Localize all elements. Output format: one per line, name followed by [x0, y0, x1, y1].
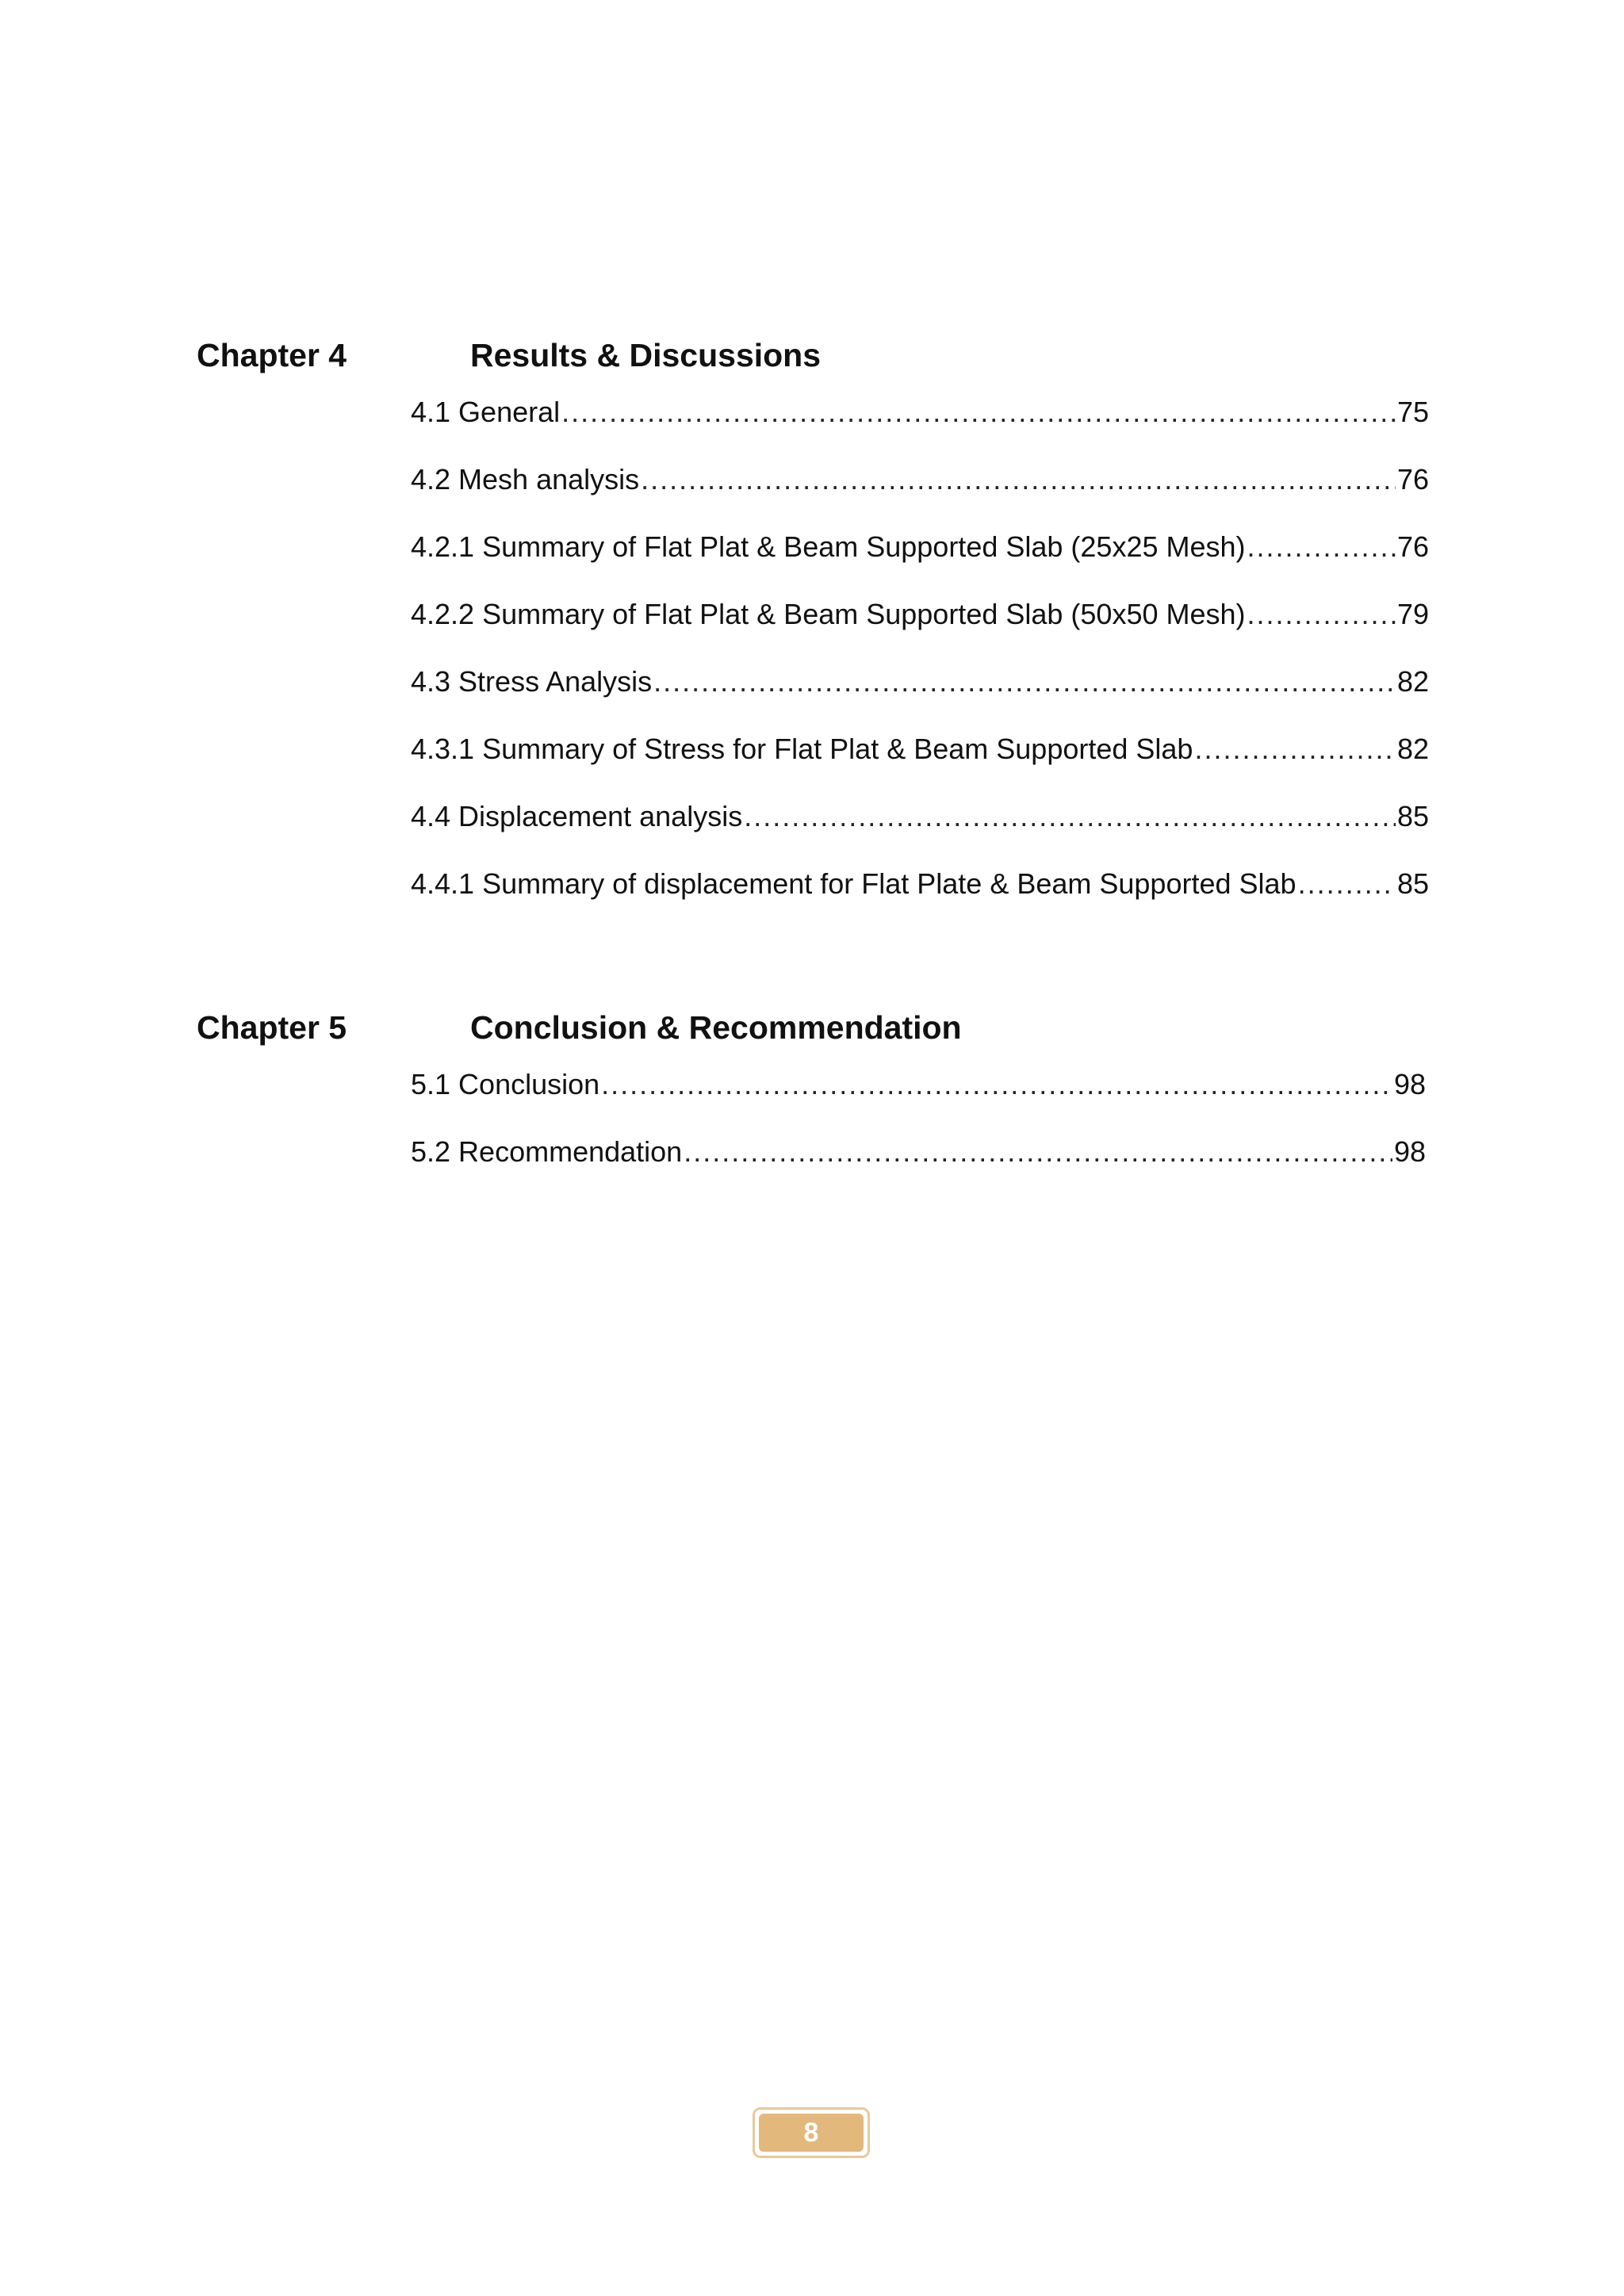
toc-entry-title: 5.2 Recommendation	[411, 1135, 683, 1168]
dot-leader	[1247, 596, 1396, 633]
chapter-5-section	[0, 1004, 1624, 1168]
page-number-badge	[753, 2107, 870, 2158]
chapter-heading	[0, 1004, 1624, 1051]
toc-entry[interactable]	[411, 394, 1429, 461]
dot-leader	[1298, 866, 1396, 902]
chapter-4-section	[0, 331, 1624, 900]
chapter-number: Chapter 5	[197, 1009, 347, 1046]
toc-entry-title: 4.2.1 Summary of Flat Plat & Beam Supported Slab (25x25 Mesh)	[411, 530, 1246, 563]
toc-entry-title: 4.2 Mesh analysis	[411, 463, 640, 496]
toc-entry[interactable]	[411, 1134, 1426, 1201]
toc-entry-list	[411, 394, 1429, 933]
dot-leader	[684, 1134, 1392, 1170]
toc-entry-page: 82	[1396, 665, 1429, 698]
toc-entry-page: 76	[1396, 530, 1429, 563]
dot-leader	[641, 461, 1396, 498]
toc-entry-page: 79	[1396, 598, 1429, 630]
chapter-title: Conclusion & Recommendation	[470, 1009, 962, 1046]
toc-entry-title: 4.3.1 Summary of Stress for Flat Plat & Beam Supported Slab	[411, 733, 1193, 765]
toc-entry-title: 4.2.2 Summary of Flat Plat & Beam Supported Slab (50x50 Mesh)	[411, 598, 1246, 630]
dot-leader	[653, 664, 1396, 700]
toc-entry[interactable]	[411, 596, 1429, 664]
page-number: 8	[759, 2114, 864, 2152]
toc-entry[interactable]	[411, 529, 1429, 596]
toc-entry[interactable]	[411, 1066, 1426, 1134]
toc-entry-page: 85	[1396, 867, 1429, 900]
dot-leader	[601, 1066, 1392, 1103]
toc-entry-title: 4.3 Stress Analysis	[411, 665, 653, 698]
toc-entry[interactable]	[411, 731, 1429, 798]
chapter-title: Results & Discussions	[470, 337, 822, 373]
toc-entry-list	[411, 1066, 1426, 1201]
chapter-heading	[0, 331, 1624, 379]
dot-leader	[1194, 731, 1396, 767]
dot-leader	[744, 798, 1396, 835]
chapter-number: Chapter 4	[197, 337, 347, 373]
toc-entry[interactable]	[411, 461, 1429, 529]
toc-entry-page: 75	[1396, 396, 1429, 428]
toc-entry-title: 5.1 Conclusion	[411, 1068, 600, 1100]
toc-entry-title: 4.4 Displacement analysis	[411, 800, 743, 832]
toc-entry-page: 98	[1393, 1135, 1426, 1168]
toc-entry-page: 76	[1396, 463, 1429, 496]
toc-entry-page: 85	[1396, 800, 1429, 832]
toc-entry[interactable]	[411, 798, 1429, 866]
dot-leader	[561, 394, 1396, 430]
toc-entry-title: 4.4.1 Summary of displacement for Flat Plate & Beam Supported Slab	[411, 867, 1297, 900]
toc-entry-page: 82	[1396, 733, 1429, 765]
toc-entry-title: 4.1 General	[411, 396, 561, 428]
toc-entry-page: 98	[1393, 1068, 1426, 1100]
toc-entry[interactable]	[411, 866, 1429, 933]
dot-leader	[1247, 529, 1396, 565]
toc-entry[interactable]	[411, 664, 1429, 731]
